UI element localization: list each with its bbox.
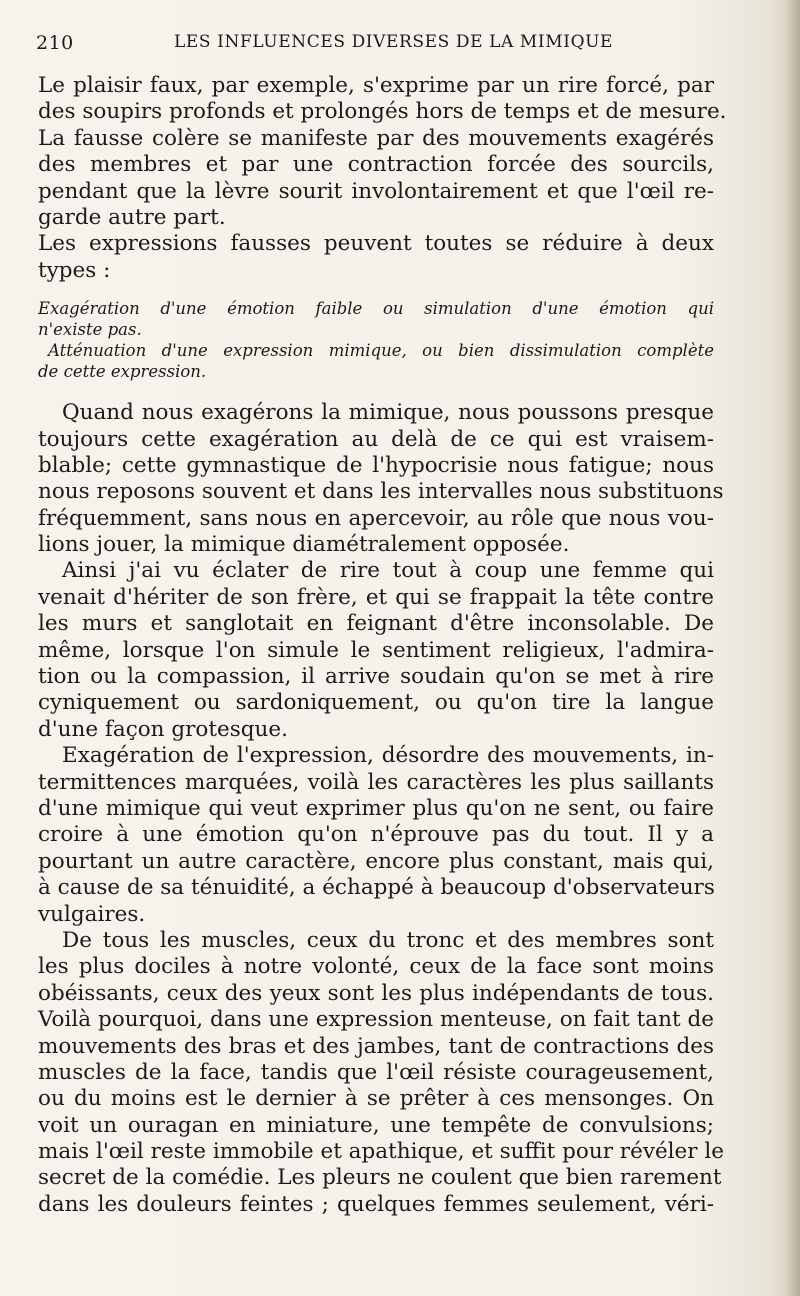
- running-head: LES INFLUENCES DIVERSES DE LA MIMIQUE: [174, 32, 614, 52]
- text-line: toujours cette exagération au delà de ce qui est vraisem-: [38, 426, 714, 452]
- text-line: Les expressions fausses peuvent toutes se réduire à deux: [38, 231, 714, 257]
- text-line: termittences marquées, voilà les caractères les plus saillants: [38, 769, 714, 795]
- text-line: dans les douleurs feintes ; quelques femmes seulement, véri-: [38, 1191, 714, 1217]
- page-gutter-shadow: [786, 0, 800, 1296]
- text-line: garde autre part.: [38, 204, 226, 230]
- paragraph-5: [38, 743, 714, 928]
- text-line: blable; cette gymnastique de l'hypocrisie nous fatigue; nous: [38, 452, 714, 478]
- text-line: obéissants, ceux des yeux sont les plus indépendants de tous.: [38, 980, 714, 1006]
- text-line: Le plaisir faux, par exemple, s'exprime par un rire forcé, par: [38, 73, 714, 98]
- text-line: De tous les muscles, ceux du tronc et des membres sont: [62, 927, 714, 953]
- text-line: ou du moins est le dernier à se prêter à ces mensonges. On: [38, 1086, 714, 1112]
- text-line: Ainsi j'ai vu éclater de rire tout à coup une femme qui: [62, 558, 714, 584]
- text-line: cyniquement ou sardoniquement, ou qu'on tire la langue: [38, 690, 714, 716]
- text-line: à cause de sa ténuidité, a échappé à beaucoup d'observateurs: [38, 875, 715, 901]
- text-line: des soupirs profonds et prolongés hors de temps et de mesure.: [38, 99, 727, 125]
- page-number: 210: [36, 32, 74, 54]
- text-line: d'une façon grotesque.: [38, 716, 288, 742]
- quote-line: Atténuation d'une expression mimique, ou bien dissimulation complète: [48, 341, 714, 361]
- text-line: les plus dociles à notre volonté, ceux de la face sont moins: [38, 954, 714, 980]
- text-line: nous reposons souvent et dans les intervalles nous substituons: [38, 479, 724, 505]
- text-line: tion ou la compassion, il arrive soudain qu'on se met à rire: [38, 664, 714, 690]
- text-line: des membres et par une contraction forcée des sourcils,: [38, 152, 714, 178]
- text-line: vulgaires.: [38, 901, 146, 927]
- text-line: muscles de la face, tandis que l'œil résiste courageusement,: [38, 1059, 714, 1085]
- text-line: même, lorsque l'on simule le sentiment religieux, l'admira-: [38, 637, 714, 663]
- text-line: lions jouer, la mimique diamétralement opposée.: [38, 532, 570, 558]
- quote-2: [38, 340, 714, 382]
- paragraph-4: [38, 558, 714, 743]
- text-line: d'une mimique qui veut exprimer plus qu'on ne sent, ou faire: [38, 795, 714, 821]
- text-line: mouvements des bras et des jambes, tant de contractions des: [38, 1033, 714, 1059]
- paragraph-3: [38, 400, 724, 558]
- quote-line: Exagération d'une émotion faible ou simulation d'une émotion qui: [38, 299, 714, 319]
- paragraph-6: [38, 927, 724, 1218]
- body-text: [38, 73, 727, 1218]
- text-line: venait d'hériter de son frère, et qui se frappait la tête contre: [38, 584, 714, 610]
- text-line: Quand nous exagérons la mimique, nous poussons presque: [62, 400, 714, 426]
- text-line: pendant que la lèvre sourit involontairement et que l'œil re-: [38, 178, 714, 204]
- quote-line: de cette expression.: [38, 362, 207, 382]
- text-line: les murs et sanglotait en feignant d'être inconsolable. De: [38, 611, 714, 637]
- text-line: Voilà pourquoi, dans une expression menteuse, on fait tant de: [38, 1007, 714, 1033]
- quote-1: [38, 298, 714, 340]
- page-header: [36, 32, 756, 62]
- quote-line: n'existe pas.: [38, 320, 142, 340]
- paragraph-1: [38, 73, 727, 231]
- text-line: types :: [38, 257, 111, 283]
- paragraph-2: [38, 231, 714, 284]
- text-line: mais l'œil reste immobile et apathique, et suffit pour révéler le: [38, 1139, 724, 1165]
- text-line: secret de la comédie. Les pleurs ne coulent que bien rarement: [38, 1165, 722, 1191]
- text-line: pourtant un autre caractère, encore plus constant, mais qui,: [38, 848, 714, 874]
- text-line: Exagération de l'expression, désordre des mouvements, in-: [62, 743, 714, 769]
- text-line: La fausse colère se manifeste par des mouvements exagérés: [38, 125, 714, 151]
- text-line: croire à une émotion qu'on n'éprouve pas du tout. Il y a: [38, 822, 714, 848]
- text-line: fréquemment, sans nous en apercevoir, au rôle que nous vou-: [38, 505, 714, 531]
- text-line: voit un ouragan en miniature, une tempête de convulsions;: [38, 1112, 714, 1138]
